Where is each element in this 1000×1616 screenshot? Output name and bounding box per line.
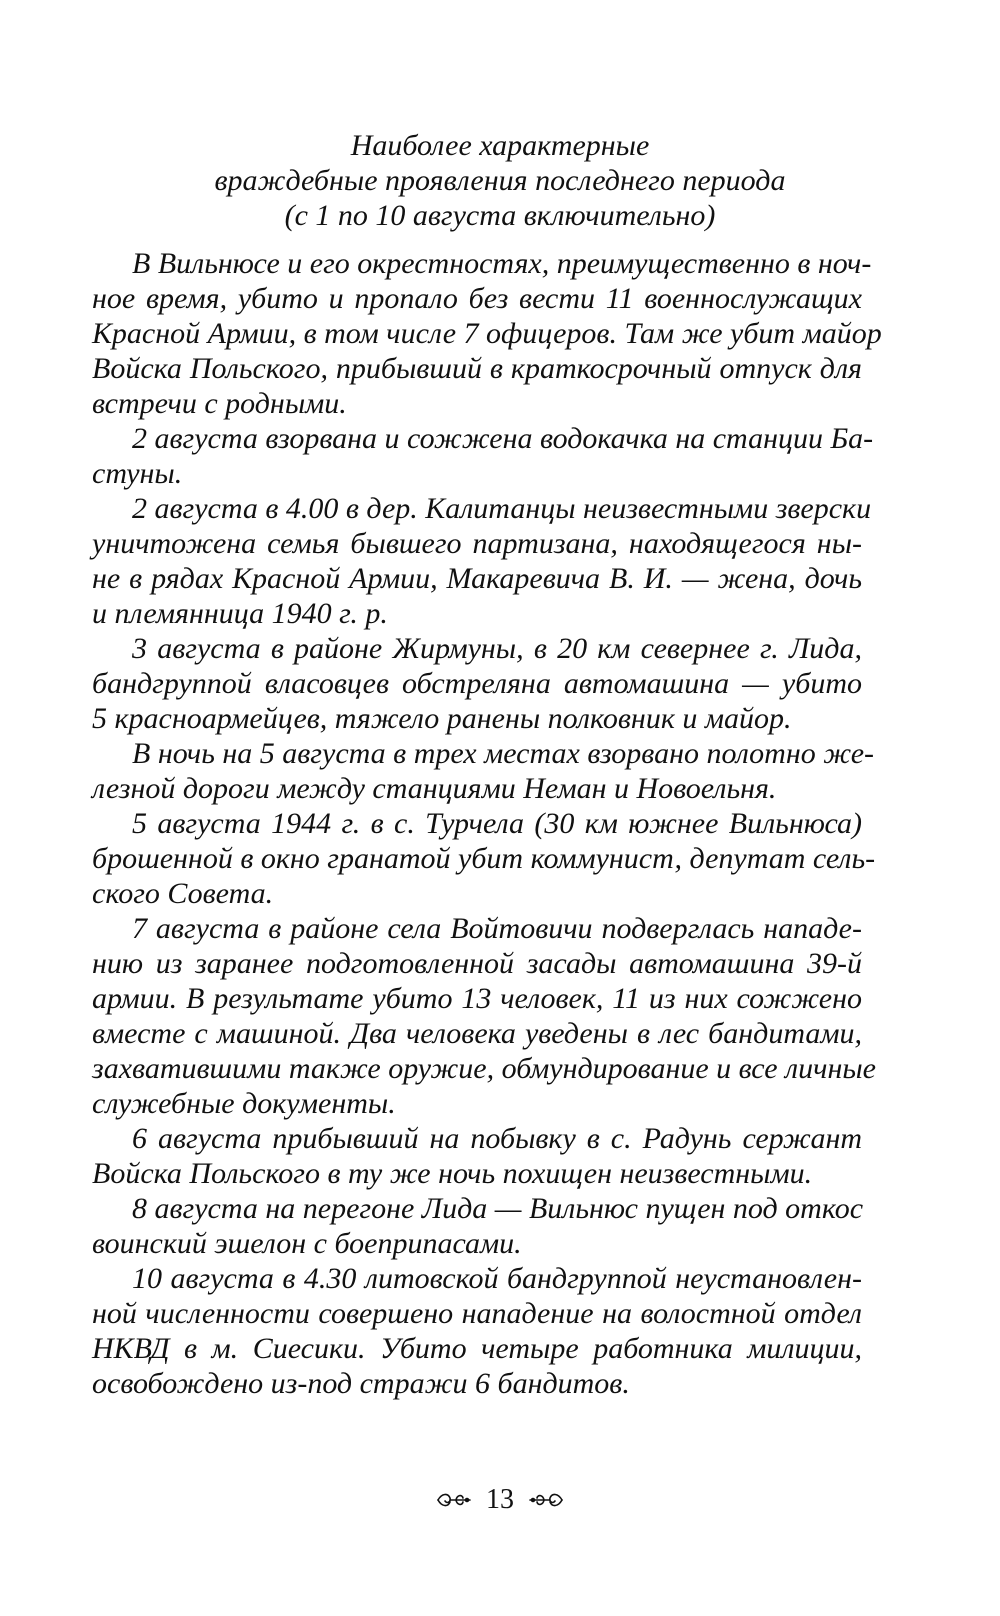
text-line: не в рядах Красной Армии, Макаревича В. И. — жена, дочь (92, 562, 862, 595)
text-line: 7 августа в районе села Войтовичи подверглась нападе- (132, 912, 862, 945)
text-line: 3 августа в районе Жирмуны, в 20 км севернее г. Лида, (132, 632, 862, 665)
paragraph (92, 1261, 862, 1401)
text-line: нию из заранее подготовленной засады автомашина 39-й (92, 947, 862, 980)
text-line: 5 красноармейцев, тяжело ранены полковник и майор. (92, 702, 792, 735)
text-line: захватившими также оружие, обмундирование и все личные (92, 1052, 876, 1085)
text-line: 6 августа прибывший на побывку в с. Радунь сержант (132, 1122, 862, 1155)
page-footer (0, 1484, 1000, 1516)
text-line: ное время, убито и пропало без вести 11 военнослужащих (92, 282, 862, 315)
body-text (92, 246, 882, 1401)
heading-line-1: Наиболее характерные (350, 129, 650, 162)
section-heading (0, 128, 1000, 233)
text-line: встречи с родными. (92, 387, 347, 420)
text-line: 2 августа взорвана и сожжена водокачка на станции Ба- (132, 422, 874, 455)
text-line: армии. В результате убито 13 человек, 11 из них сожжено (92, 982, 862, 1015)
text-line: лезной дороги между станциями Неман и Новоельня. (92, 772, 777, 805)
text-line: служебные документы. (92, 1087, 396, 1120)
text-line: брошенной в окно гранатой убит коммунист, депутат сель- (92, 842, 876, 875)
text-line: Войска Польского в ту же ночь похищен неизвестными. (92, 1157, 813, 1190)
paragraph (92, 736, 875, 806)
paragraph (92, 911, 876, 1121)
heading-line-3: (с 1 по 10 августа включительно) (284, 199, 716, 232)
text-line: 8 августа на перегоне Лида — Вильнюс пущен под откос (132, 1192, 864, 1225)
text-line: вместе с машиной. Два человека уведены в лес бандитами, (92, 1017, 862, 1050)
ornament-right-icon (528, 1489, 564, 1511)
text-line: Красной Армии, в том числе 7 офицеров. Там же убит майор (92, 317, 882, 350)
text-line: 10 августа в 4.30 литовской бандгруппой неустановлен- (132, 1262, 862, 1295)
text-line: Войска Польского, прибывший в краткосрочный отпуск для (92, 352, 862, 385)
paragraph (92, 421, 874, 491)
ornament-left-icon (436, 1489, 472, 1511)
text-line: В ночь на 5 августа в трех местах взорвано полотно же- (132, 737, 875, 770)
text-line: освобождено из-под стражи 6 бандитов. (92, 1367, 630, 1400)
text-line: воинский эшелон с боеприпасами. (92, 1227, 522, 1260)
text-line: уничтожена семья бывшего партизана, находящегося ны- (92, 527, 862, 560)
page-number: 13 (486, 1484, 514, 1515)
text-line: НКВД в м. Сиесики. Убито четыре работника милиции, (92, 1332, 862, 1365)
paragraph (92, 1191, 862, 1261)
paragraph (92, 1121, 862, 1191)
heading-line-2: враждебные проявления последнего периода (214, 164, 786, 197)
paragraph (92, 491, 872, 631)
text-line: 5 августа 1944 г. в с. Турчела (30 км южнее Вильнюса) (132, 807, 862, 840)
text-line: и племянница 1940 г. р. (92, 597, 388, 630)
paragraph (92, 806, 876, 911)
paragraph (92, 246, 882, 421)
text-line: ной численности совершено нападение на волостной отдел (92, 1297, 862, 1330)
text-line: бандгруппой власовцев обстреляна автомашина — убито (92, 667, 862, 700)
text-line: В Вильнюсе и его окрестностях, преимущественно в ноч- (132, 247, 872, 280)
text-line: ского Совета. (92, 877, 274, 910)
paragraph (92, 631, 862, 736)
text-line: стуны. (92, 457, 183, 490)
text-line: 2 августа в 4.00 в дер. Калитанцы неизвестными зверски (132, 492, 872, 525)
